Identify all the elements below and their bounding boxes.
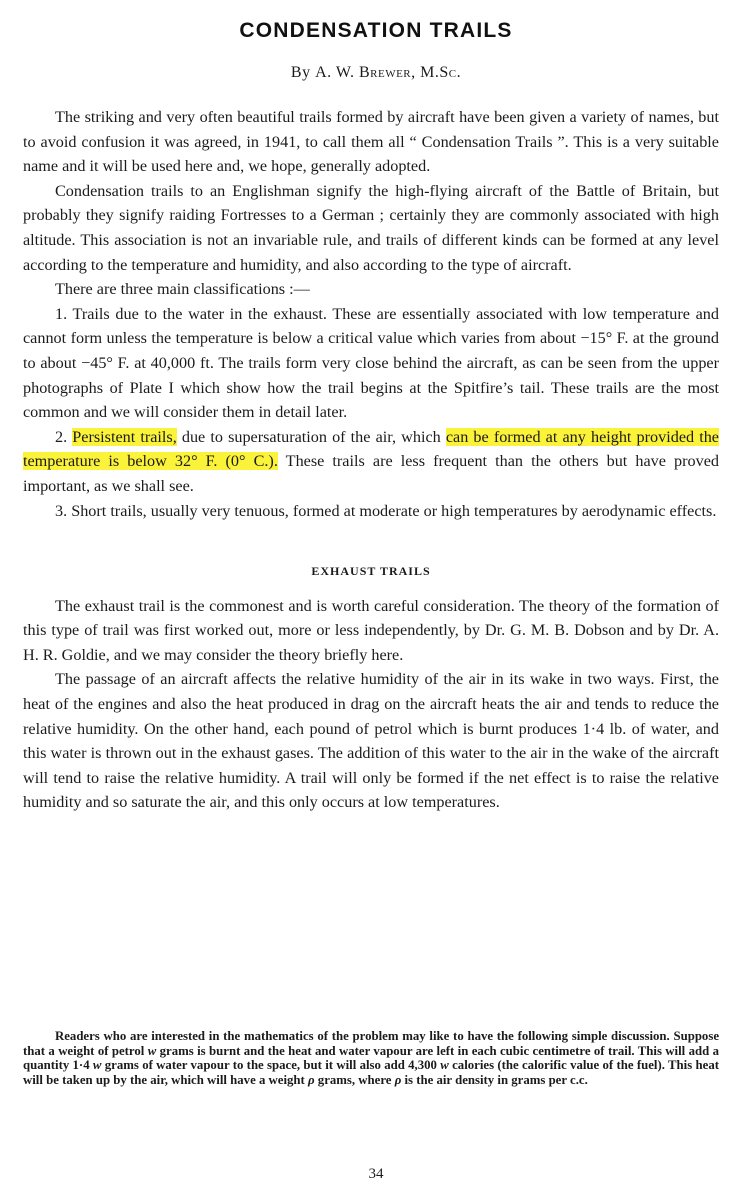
page-number: 34 [368, 1166, 384, 1182]
note-text: grams is burnt and the heat and water vapour are left in each cubic centimetre of trail. This will add a quantity 1·4 [23, 1043, 719, 1073]
association-paragraph: Condensation trails to an Englishman signify the high-flying aircraft of the Battle of Britain, but probably they signify raiding Fortresses to a German ; certainly they are commonly associated with high altitude. This association is not an invariable rule, and trails of different kinds can be formed at any level according to the temperature and humidity, and also according to the type of aircraft. [23, 181, 719, 274]
classification-2-middle: due to supersaturation of the air, which [176, 427, 446, 446]
note-text: grams of water vapour to the space, but it will also add 4,300 [101, 1058, 441, 1073]
note-symbol-w: w [440, 1058, 449, 1073]
highlight-persistent-trails: Persistent trails, [72, 427, 177, 446]
classification-2-number: 2. [55, 427, 73, 446]
exhaust-paragraph-1: The exhaust trail is the commonest and is worth careful consideration. The theory of the formation of this type of trail was first worked out, more or less independently, by Dr. G. M. B. Dobson and by Dr. A. H. R. Goldie, and we may consider the theory briefly here. [23, 596, 719, 664]
intro-paragraph: The striking and very often beautiful trails formed by aircraft have been given a variety of names, but to avoid confusion it was agreed, in 1941, to call them all “ Condensation Trails ”. This is a very suitable name and it will be used here and, we hope, generally adopted. [23, 108, 719, 176]
byline-author: A. W. Brewer [315, 64, 412, 81]
note-symbol-rho: ρ [308, 1072, 315, 1087]
classification-2 [23, 425, 719, 499]
byline [0, 64, 752, 82]
article-body [23, 105, 719, 815]
article-title: CONDENSATION TRAILS [239, 19, 513, 42]
note-text: grams, where [314, 1072, 395, 1087]
byline-degree: , M.Sc. [411, 64, 462, 81]
note-symbol-w: w [92, 1058, 102, 1073]
footnote-paragraph [23, 1029, 719, 1087]
note-text: calories (the calorific value of the fuel). This heat will be taken up by the air, which will have a weight [23, 1058, 719, 1087]
classification-2-end: These trails are less frequent than the others but have proved important, as we shall see. [23, 452, 719, 495]
note-text: Readers who are interested in the mathematics of the problem may like to have the following simple discussion. Suppose that a weight of petrol [23, 1029, 719, 1058]
note-symbol-w: w [147, 1043, 157, 1058]
section-heading-exhaust-trails: EXHAUST TRAILS [311, 564, 431, 579]
classification-3: 3. Short trails, usually very tenuous, formed at moderate or high temperatures by aerodynamic effects. [55, 501, 717, 520]
byline-prefix: By [290, 64, 316, 81]
note-text: is the air density in grams per c.c. [401, 1072, 588, 1087]
highlight-any-height: can be formed at any height provided the temperature is below 32° F. (0° C.). [23, 427, 719, 471]
exhaust-paragraph-2: The passage of an aircraft affects the relative humidity of the air in its wake in two ways. First, the heat of the engines and also the heat produced in drag on the aircraft heats the air and tends to reduce the relative humidity. On the other hand, each pound of petrol which is burnt produces 1·4 lb. of water, and this water is thrown out in the exhaust gases. The addition of this water to the air in the wake of the aircraft will tend to raise the relative humidity. A trail will only be formed if the net effect is to raise the relative humidity and so saturate the air, and this only occurs at low temperatures. [23, 670, 719, 812]
classification-1: 1. Trails due to the water in the exhaust. These are essentially associated with low temperature and cannot form unless the temperature is below a critical value which varies from about −15° F. at the ground to about −45° F. at 40,000 ft. The trails form very close behind the aircraft, as can be seen from the upper photographs of Plate I which show how the trail begins at the Spitfire’s tail. These trails are the most common and we will consider them in detail later. [23, 304, 719, 422]
classifications-intro: There are three main classifications :— [55, 280, 310, 299]
note-symbol-rho: ρ [394, 1072, 402, 1087]
footnote-discussion [23, 1029, 719, 1087]
